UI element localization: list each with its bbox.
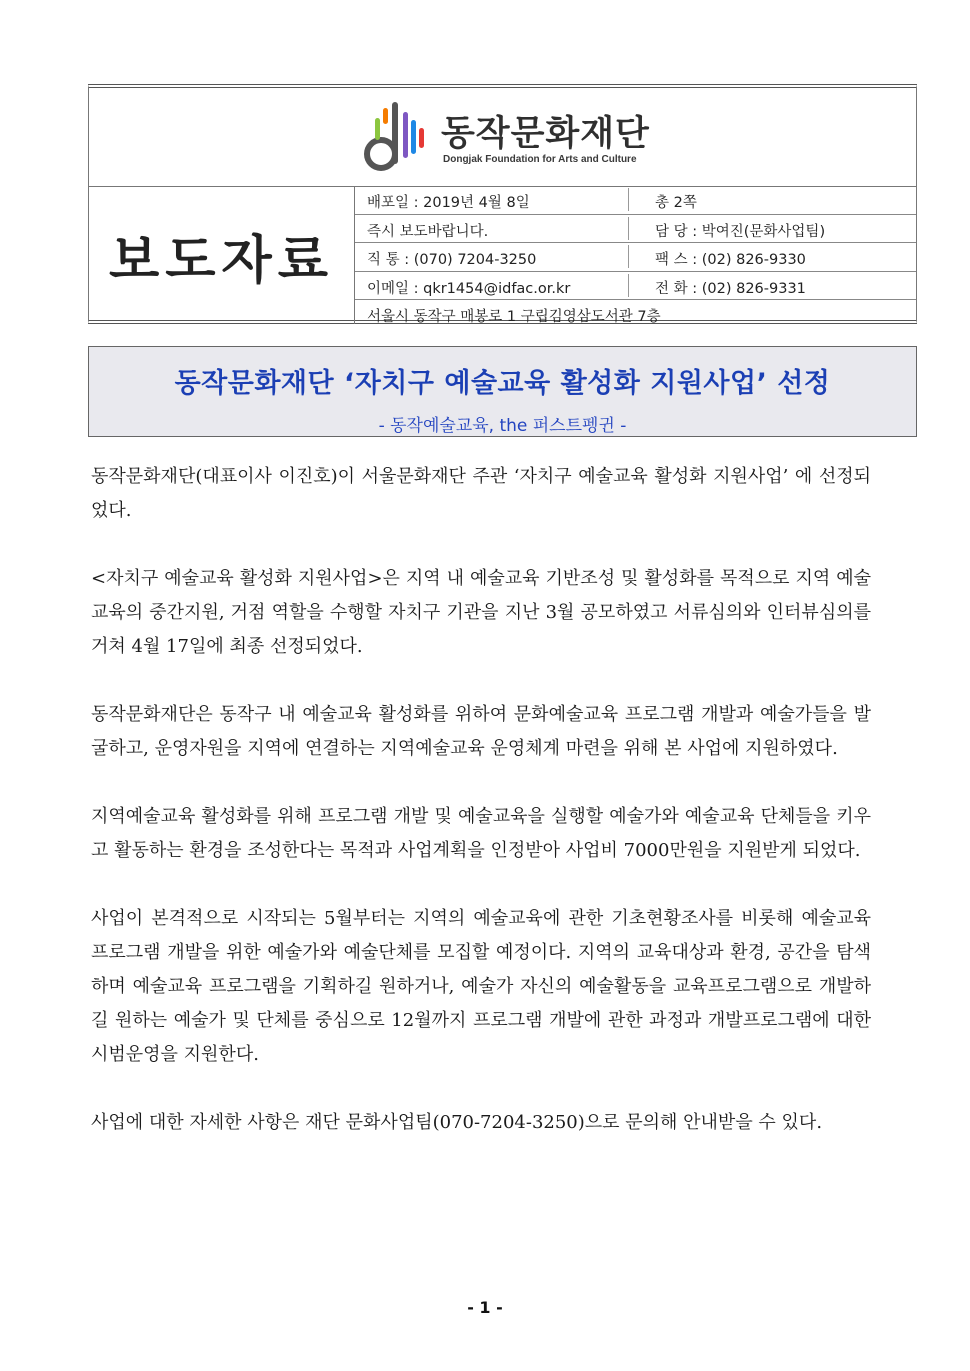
contact-info-grid bbox=[355, 186, 916, 328]
total-pages: 총 2쪽 bbox=[655, 195, 697, 211]
release-instruction: 즉시 보도바랍니다. bbox=[367, 223, 489, 240]
page-number: - 1 - bbox=[467, 1298, 503, 1317]
headline: 동작문화재단 ‘자치구 예술교육 활성화 지원사업’ 선정 bbox=[174, 368, 831, 399]
press-release-title: 보도자료 bbox=[89, 186, 355, 324]
info-row bbox=[355, 215, 916, 244]
info-row bbox=[355, 272, 916, 301]
logo-area bbox=[89, 88, 916, 187]
paragraph: 동작문화재단은 동작구 내 예술교육 활성화를 위하여 문화예술교육 프로그램 개발과 예술가들을 발굴하고, 운영자원을 지역에 연결하는 지역예술교육 운영체계 마련을 위해 본 사업에 지원하였다. bbox=[91, 704, 871, 759]
info-row bbox=[355, 300, 916, 328]
address: 서울시 동작구 매봉로 1 구립김영삼도서관 7층 bbox=[367, 309, 661, 326]
article-body bbox=[91, 460, 871, 1174]
subheadline: - 동작예술교육, the 퍼스트펭귄 - bbox=[378, 416, 627, 436]
paragraph: <자치구 예술교육 활성화 지원사업>은 지역 내 예술교육 기반조성 및 활성화를 목적으로 지역 예술교육의 중간지원, 거점 역할을 수행할 자치구 기관을 지난 3월 공모하였고 서류심의와 인터뷰심의를 거쳐 4월 17일에 최종 선정되었다. bbox=[91, 568, 871, 657]
info-row bbox=[355, 243, 916, 272]
email-address: 이메일 : qkr1454@idfac.or.kr bbox=[367, 280, 571, 297]
direct-phone: 직 통 : (070) 7204-3250 bbox=[367, 252, 537, 269]
paragraph: 사업이 본격적으로 시작되는 5월부터는 지역의 예술교육에 관한 기초현황조사를 비롯해 예술교육 프로그램 개발을 위한 예술가와 예술단체를 모집할 예정이다. 지역의 교육대상과 환경, 공간을 탐색하며 예술교육 프로그램을 기획하길 원하거나, 예술가 자신의 예술활동을 교육프로그램으로 개발하길 원하는 예술가 및 단체를 중심으로 12월까지 프로그램 개발에 관한 과정과 개발프로그램에 대한 시범운영을 지원한다. bbox=[91, 908, 871, 1065]
fax-number: 팩 스 : (02) 826-9330 bbox=[655, 252, 806, 269]
logo-name-korean: 동작문화재단 bbox=[441, 114, 650, 154]
release-date: 배포일 : 2019년 4월 8일 bbox=[367, 195, 530, 211]
phone-number: 전 화 : (02) 826-9331 bbox=[655, 280, 806, 297]
info-row bbox=[355, 186, 916, 215]
press-header bbox=[88, 84, 917, 324]
divider bbox=[628, 274, 629, 297]
paragraph: 사업에 대한 자세한 사항은 재단 문화사업팀(070-7204-3250)으로 문의해 안내받을 수 있다. bbox=[91, 1112, 823, 1133]
logo-name-english: Dongjak Foundation for Arts and Culture bbox=[443, 154, 637, 165]
divider bbox=[628, 245, 629, 268]
paragraph: 동작문화재단(대표이사 이진호)이 서울문화재단 주관 ‘자치구 예술교육 활성화 지원사업’ 에 선정되었다. bbox=[91, 466, 871, 521]
foundation-logo-icon bbox=[361, 98, 427, 178]
divider bbox=[628, 217, 629, 240]
divider bbox=[628, 188, 629, 211]
headline-box bbox=[88, 346, 917, 437]
paragraph: 지역예술교육 활성화를 위해 프로그램 개발 및 예술교육을 실행할 예술가와 예술교육 단체들을 키우고 활동하는 환경을 조성한다는 목적과 사업계획을 인정받아 사업비 7000만원을 지원받게 되었다. bbox=[91, 806, 871, 861]
contact-person: 담 당 : 박여진(문화사업팀) bbox=[655, 223, 826, 240]
